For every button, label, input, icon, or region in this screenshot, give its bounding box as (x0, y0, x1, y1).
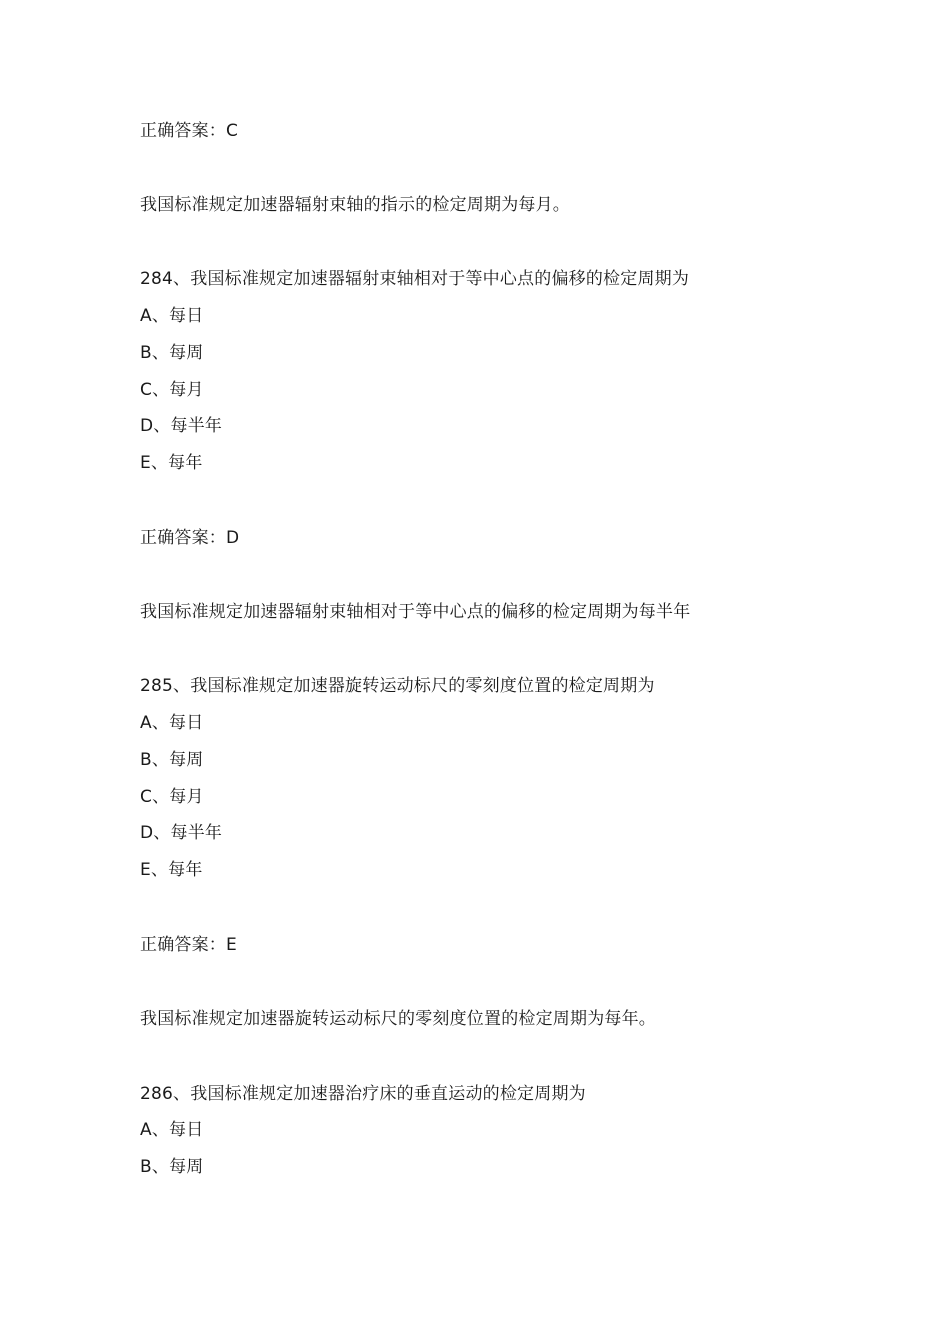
q284-option-a: A、每日 (140, 306, 204, 326)
question-285: 285、我国标准规定加速器旋转运动标尺的零刻度位置的检定周期为 (140, 676, 655, 696)
q285-option-d: D、每半年 (140, 823, 223, 843)
question-284: 284、我国标准规定加速器辐射束轴相对于等中心点的偏移的检定周期为 (140, 269, 690, 289)
q285-option-b: B、每周 (140, 750, 204, 770)
q285-option-a: A、每日 (140, 713, 204, 733)
q285-option-e: E、每年 (140, 860, 203, 880)
answer-prev: 正确答案：C (140, 121, 239, 141)
q284-option-e: E、每年 (140, 453, 203, 473)
answer-285: 正确答案：E (140, 935, 237, 955)
q285-option-c: C、每月 (140, 787, 204, 807)
q286-option-a: A、每日 (140, 1120, 204, 1140)
explanation-prev: 我国标准规定加速器辐射束轴的指示的检定周期为每月。 (140, 195, 570, 215)
q286-option-b: B、每周 (140, 1157, 204, 1177)
q284-option-d: D、每半年 (140, 416, 223, 436)
question-286: 286、我国标准规定加速器治疗床的垂直运动的检定周期为 (140, 1084, 586, 1104)
q284-option-b: B、每周 (140, 343, 204, 363)
q284-option-c: C、每月 (140, 380, 204, 400)
answer-284: 正确答案：D (140, 528, 240, 548)
explanation-284: 我国标准规定加速器辐射束轴相对于等中心点的偏移的检定周期为每半年 (140, 602, 691, 622)
explanation-285: 我国标准规定加速器旋转运动标尺的零刻度位置的检定周期为每年。 (140, 1009, 656, 1029)
